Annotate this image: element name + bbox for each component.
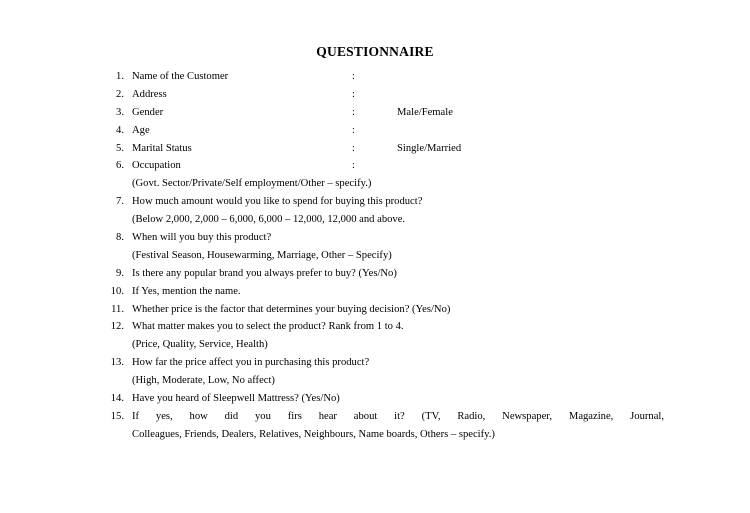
question-2 <box>0 87 750 103</box>
question-12 <box>0 319 750 335</box>
question-7 <box>0 194 750 210</box>
question-7-options <box>0 212 750 228</box>
colon: : <box>352 143 355 154</box>
answer-options: Male/Female <box>397 107 453 118</box>
question-text: Is there any popular brand you always prefer to buy? (Yes/No) <box>132 268 397 279</box>
question-number: 7. <box>116 196 124 207</box>
question-text: How far the price affect you in purchasing this product? <box>132 357 370 368</box>
question-13-options <box>0 373 750 389</box>
question-9 <box>0 266 750 282</box>
question-number: 3. <box>116 107 124 118</box>
question-number: 13. <box>110 357 124 368</box>
question-3 <box>0 105 750 121</box>
question-1 <box>0 69 750 85</box>
question-number: 14. <box>110 393 124 404</box>
question-number: 11. <box>111 304 124 315</box>
answer-options: (Price, Quality, Service, Health) <box>132 339 268 350</box>
question-4 <box>0 123 750 139</box>
question-11 <box>0 302 750 318</box>
question-number: 15. <box>110 411 124 422</box>
question-5 <box>0 141 750 157</box>
question-13 <box>0 355 750 371</box>
question-14 <box>0 391 750 407</box>
question-15 <box>0 409 750 425</box>
colon: : <box>352 125 355 136</box>
question-number: 1. <box>116 71 124 82</box>
question-text: Age <box>132 125 150 136</box>
question-number: 6. <box>116 160 124 171</box>
colon: : <box>352 89 355 100</box>
question-number: 4. <box>116 125 124 136</box>
answer-options: (Govt. Sector/Private/Self employment/Other – specify.) <box>132 178 372 189</box>
colon: : <box>352 107 355 118</box>
question-15-options <box>0 427 750 443</box>
question-number: 10. <box>110 286 124 297</box>
page-title: QUESTIONNAIRE <box>316 44 434 59</box>
question-text: Have you heard of Sleepwell Mattress? (Yes/No) <box>132 393 340 404</box>
question-number: 2. <box>116 89 124 100</box>
question-text: Gender <box>132 107 164 118</box>
question-text: Marital Status <box>132 143 192 154</box>
answer-options: Single/Married <box>397 143 462 154</box>
question-6-options <box>0 176 750 192</box>
question-6 <box>0 158 750 174</box>
question-text: Occupation <box>132 160 181 171</box>
question-number: 5. <box>116 143 124 154</box>
question-text: Name of the Customer <box>132 71 229 82</box>
question-text: If yes, how did you firs hear about it? (TV, Radio, Newspaper, Magazine, Journal, <box>132 411 664 422</box>
answer-options: Colleagues, Friends, Dealers, Relatives, Neighbours, Name boards, Others – specify.) <box>132 429 495 440</box>
question-text: What matter makes you to select the product? Rank from 1 to 4. <box>132 321 404 332</box>
question-number: 9. <box>116 268 124 279</box>
question-number: 12. <box>110 321 124 332</box>
answer-options: (Festival Season, Housewarming, Marriage, Other – Specify) <box>132 250 392 261</box>
answer-options: (High, Moderate, Low, No affect) <box>132 375 275 386</box>
question-text: Address <box>132 89 167 100</box>
question-8-options <box>0 248 750 264</box>
question-10 <box>0 284 750 300</box>
question-12-options <box>0 337 750 353</box>
question-text: When will you buy this product? <box>132 232 272 243</box>
question-text: How much amount would you like to spend for buying this product? <box>132 196 423 207</box>
question-text: Whether price is the factor that determines your buying decision? (Yes/No) <box>132 304 451 315</box>
answer-options: (Below 2,000, 2,000 – 6,000, 6,000 – 12,000, 12,000 and above. <box>132 214 406 225</box>
question-number: 8. <box>116 232 124 243</box>
question-8 <box>0 230 750 246</box>
colon: : <box>352 160 355 171</box>
colon: : <box>352 71 355 82</box>
question-text: If Yes, mention the name. <box>132 286 241 297</box>
